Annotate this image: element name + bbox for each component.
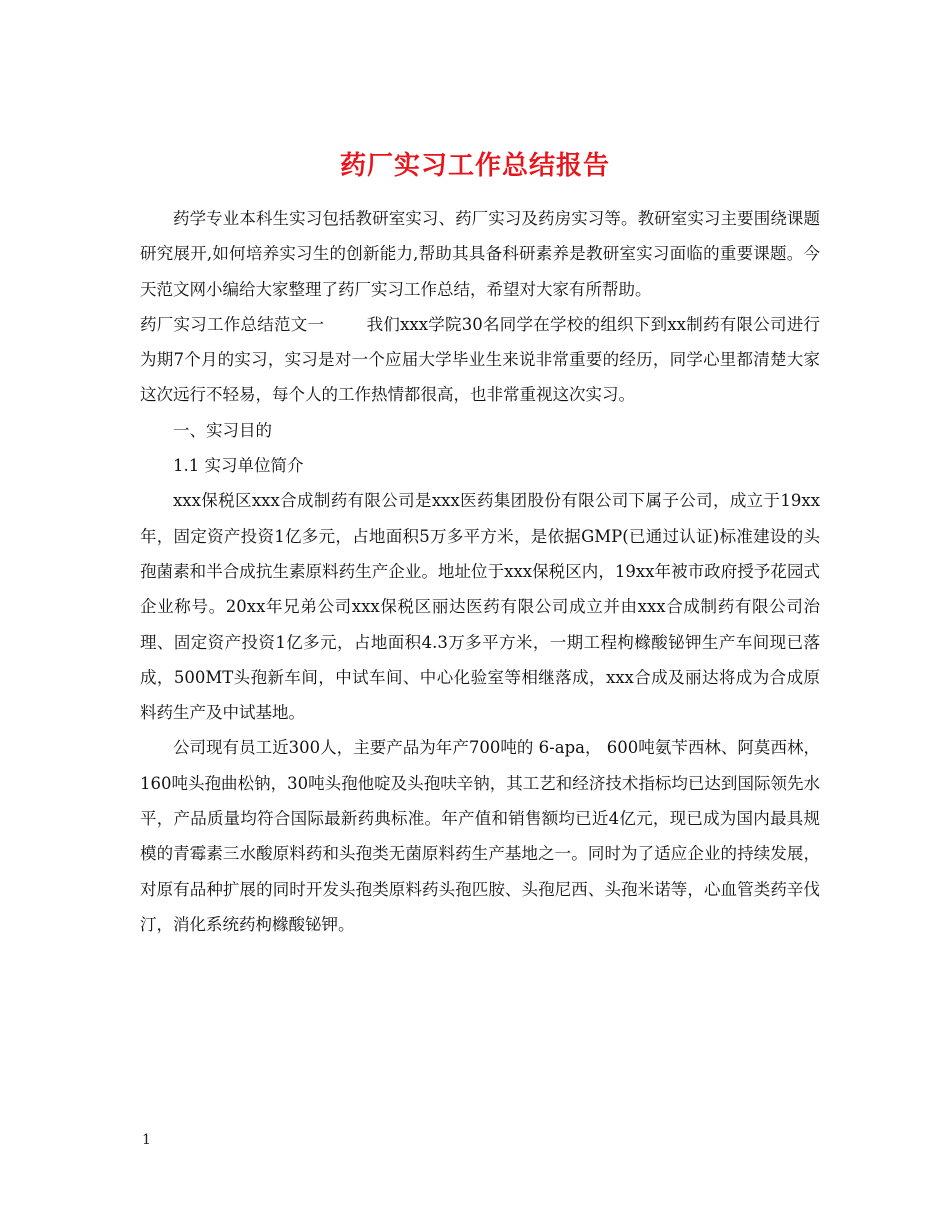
- page-number: 1: [142, 1132, 151, 1148]
- sample-paragraph: [140, 307, 820, 413]
- sample-opening-text: 我们xxx学院30名同学在学校的组织下到xx制药有限公司进行为期7个月的实习，实习是对一个应届大学毕业生来说非常重要的经历，同学心里都清楚大家这次远行不轻易，每个人的工作热情都很高，也非常重视这次实习。: [140, 314, 821, 405]
- company-products-paragraph: 公司现有员工近300人，主要产品为年产700吨的 6-apa， 600吨氨苄西林、阿莫西林，160吨头孢曲松钠，30吨头孢他啶及头孢呋辛钠，其工艺和经济技术指标均已达到国际领先水平，产品质量均符合国际最新药典标准。年产值和销售额均已近4亿元，现已成为国内最具规模的青霉素三水酸原料药和头孢类无菌原料药生产基地之一。同时为了适应企业的持续发展，对原有品种扩展的同时开发头孢类原料药头孢匹胺、头孢尼西、头孢米诺等，心血管类药辛伐汀，消化系统药枸橼酸铋钾。: [140, 738, 820, 934]
- subsection-heading-company: 1.1 实习单位简介: [173, 456, 304, 476]
- company-intro-paragraph: xxx保税区xxx合成制药有限公司是xxx医药集团股份有限公司下属子公司，成立于19xx年，固定资产投资1亿多元，占地面积5万多平方米，是依据GMP(已通过认证)标准建设的头孢菌素和半合成抗生素原料药生产企业。地址位于xxx保税区内，19xx年被市政府授予花园式企业称号。20xx年兄弟公司xxx保税区丽达医药有限公司成立并由xxx合成制药有限公司治理、固定资产投资1亿多元，占地面积4.3万多平方米，一期工程枸橼酸铋钾生产车间现已落成，500MT头孢新车间，中试车间、中心化验室等相继落成，xxx合成及丽达将成为合成原料药生产及中试基地。: [140, 491, 820, 723]
- intro-paragraph: 药学专业本科生实习包括教研室实习、药厂实习及药房实习等。教研室实习主要围绕课题研究展开,如何培养实习生的创新能力,帮助其具备科研素养是教研室实习面临的重要课题。今天范文网小编给大家整理了药厂实习工作总结，希望对大家有所帮助。: [140, 209, 820, 299]
- section-heading-purpose: 一、实习目的: [173, 420, 272, 440]
- document-title: 药厂实习工作总结报告: [339, 151, 610, 182]
- sample-heading: 药厂实习工作总结范文一: [140, 314, 325, 334]
- document-body: [140, 201, 820, 942]
